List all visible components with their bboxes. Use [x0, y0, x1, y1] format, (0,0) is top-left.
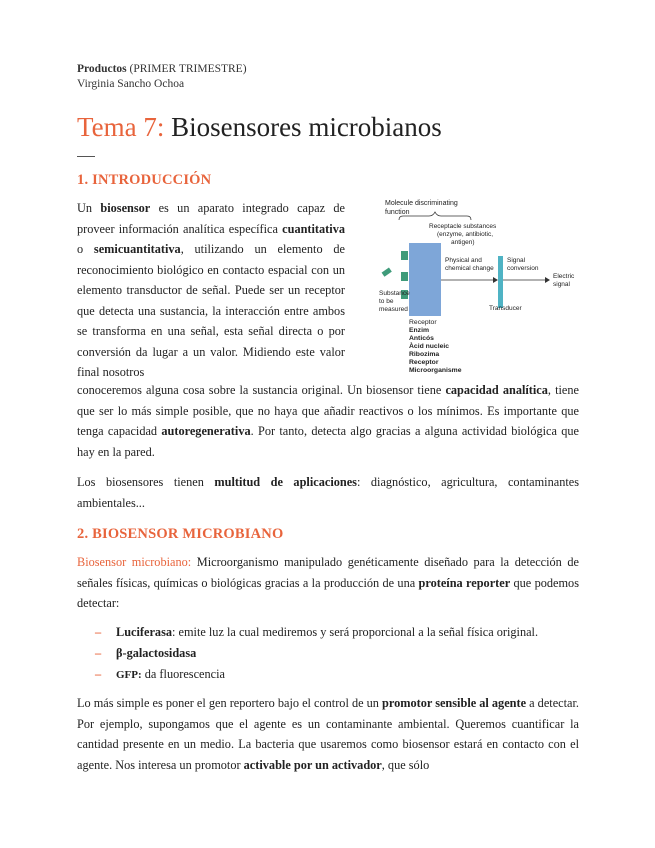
section-heading-microbial: 2. BIOSENSOR MICROBIANO	[77, 526, 284, 542]
physical-label-2: chemical change	[445, 265, 494, 272]
intro-paragraph-full: conoceremos alguna cosa sobre la sustancia original. Un biosensor tiene capacidad analítica, tiene que ser lo más simple posible, que no haya que añadir reactivos o los mínimos. Es importante que tenga capacidad autoregenerativa. Por tanto, detecta algo gracias a alguna actividad biológica que hay en la pared.	[77, 383, 579, 459]
author-name: Virginia Sancho Ochoa	[77, 78, 185, 90]
term-autoregenerativa: autoregenerativa	[161, 424, 251, 438]
arrow-head-icon	[493, 277, 498, 283]
receptor-list-item: Anticós	[409, 335, 434, 342]
title-number: Tema 7:	[77, 112, 165, 142]
section-heading-intro: 1. INTRODUCCIÓN	[77, 172, 212, 188]
applications-paragraph: Los biosensores tienen multitud de aplicaciones: diagnóstico, agricultura, contaminantes ambientales...	[77, 475, 579, 510]
signal-conv-label-2: conversion	[507, 265, 539, 272]
substance-molecule-icon	[382, 267, 392, 276]
molecule-label-2: function	[385, 209, 410, 216]
course-name: Productos	[77, 63, 127, 75]
title-underline	[77, 156, 95, 157]
term-biosensor-microbiano: Biosensor microbiano:	[77, 555, 192, 569]
term-semicuantitativa: semicuantitativa	[93, 242, 181, 256]
receptor-list-item: Àcid nucleic	[409, 343, 450, 350]
electric-label-2: signal	[553, 281, 570, 288]
binding-site-icon	[401, 251, 408, 260]
receptacle-label-2: (enzyme, antibiotic,	[437, 231, 493, 238]
receptacle-label-3: antigen)	[451, 239, 475, 246]
transducer-label: Transducer	[489, 305, 522, 312]
promoter-paragraph: Lo más simple es poner el gen reportero bajo el control de un promotor sensible al agente a detectar. Por ejemplo, supongamos que el agente es un contaminante ambiental. Queremos cuantificar la cantidad presente en un medio. La bacteria que usaremos como biosensor estará en contacto con el agente. Nos interesa un promotor activable por un activador, que sólo	[77, 696, 579, 772]
brace-icon	[399, 212, 471, 220]
bullet-dash: –	[95, 646, 102, 660]
list-item: – β-galactosidasa	[77, 643, 579, 664]
term-activable: activable por un activador	[243, 757, 382, 772]
physical-label-1: Physical and	[445, 257, 482, 264]
molecule-label-1: Molecule discriminating	[385, 200, 458, 207]
term-promotor-sensible: promotor sensible al agente	[382, 696, 527, 710]
arrow-head-icon	[545, 277, 550, 283]
transducer-bar	[498, 256, 503, 308]
substance-label-3: measured	[379, 306, 408, 313]
intro-paragraph-wrapped: Un biosensor es un aparato integrado capaz de proveer información analítica específica cuantitativa o semicuantitativa, utilizando un elemento de reconocimiento biológico en contacto espacial con un elemento transductor de señal. Puede ser un receptor que detecta una sustancia, la interacción entre ambos se transforma en una señal, esta señal directa o por conversión da lugar a un valor. Midiendo este valor final nosotros	[77, 201, 345, 379]
course-term: (PRIMER TRIMESTRE)	[126, 63, 247, 75]
term-proteina-reporter: proteína reporter	[418, 575, 511, 590]
term-cuantitativa: cuantitativa	[282, 221, 345, 236]
substance-label-2: to be	[379, 298, 394, 305]
title-text: Biosensores microbianos	[164, 112, 442, 142]
bullet-dash: –	[95, 667, 102, 681]
list-item: – GFP: da fluorescencia	[77, 664, 579, 685]
receptor-list-item: Receptor	[409, 319, 437, 326]
substance-label-1: Substance	[379, 290, 410, 297]
bullet-dash: –	[95, 625, 102, 639]
receptor-list-item: Ribozima	[409, 351, 440, 358]
receptor-list-item: Microorganisme	[409, 367, 462, 374]
signal-conv-label-1: Signal	[507, 257, 526, 264]
microbial-definition-paragraph: Biosensor microbiano: Microorganismo manipulado genéticamente diseñado para la detección de señales físicas, químicas o biológicas gracias a la producción de una proteína reporter que podemos detectar:	[77, 555, 579, 610]
receptor-list-item: Enzim	[409, 327, 430, 334]
document-header	[77, 62, 247, 92]
term-capacidad-analitica: capacidad analítica	[445, 383, 548, 397]
list-item: – Luciferasa: emite luz la cual mediremos y será proporcional a la señal física original.	[77, 622, 579, 643]
term-multitud-aplicaciones: multitud de aplicaciones	[214, 475, 357, 489]
electric-label-1: Electric	[553, 273, 575, 280]
receptacle-label-1: Receptacle substances	[429, 223, 497, 230]
reporter-list	[77, 622, 579, 685]
receptor-list-item: Receptor	[409, 359, 439, 366]
term-biosensor: biosensor	[100, 201, 151, 215]
page-title	[77, 112, 442, 143]
binding-site-icon	[401, 272, 408, 281]
biosensor-diagram	[379, 196, 655, 376]
receptor-block	[409, 243, 441, 316]
